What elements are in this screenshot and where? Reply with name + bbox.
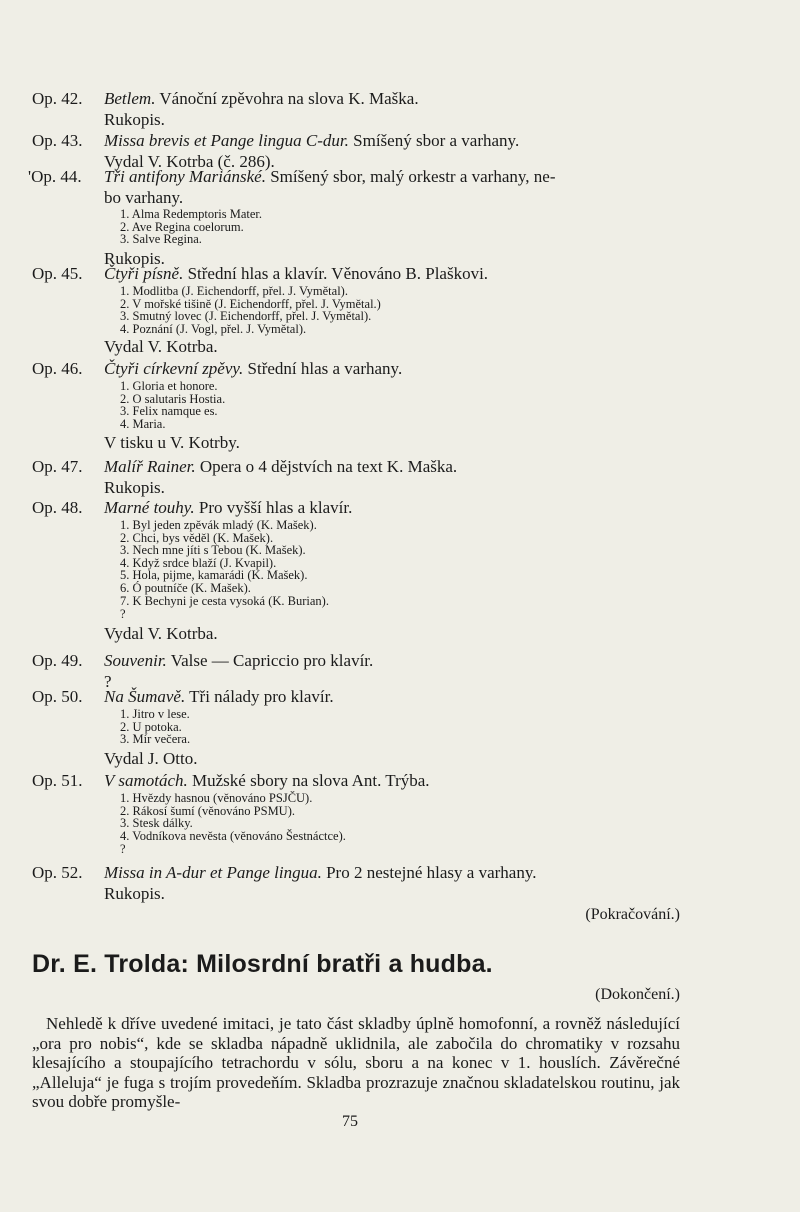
list-item: 4. Maria. — [120, 416, 166, 431]
opus-number: Op. 42. — [32, 89, 83, 108]
list-item: 4. Poznání (J. Vogl, přel. J. Vymětal). — [120, 321, 307, 336]
work-title: Marné touhy. — [104, 498, 195, 517]
work-status: Rukopis. — [104, 884, 165, 903]
opus-number: Op. 47. — [32, 457, 83, 476]
work-title: Malíř Rainer. — [104, 457, 196, 476]
list-item: 3. Stesk dálky. — [120, 816, 193, 831]
list-item: 3. Salve Regina. — [120, 232, 202, 247]
work-description: Tři nálady pro klavír. — [185, 687, 334, 706]
list-item: 2. O salutaris Hostia. — [120, 391, 226, 406]
article-paragraph: Nehledě k dříve uvedené imitaci, je tato část skladby úplně homofonní, a rovněž následující „ora pro nobis“, kde se skladba nápadně uklidnila, ale zabočila do chromatiky v rozsahu klesajícího a stoupajícího tetrachordu v sólu, sboru a na konec v 1. houslích. Závěrečné „Alleluja“ je fuga s trojím provedeňím. Skladba prozrazuje značnou skladatelskou routinu, jak svou dobře promyšle- — [32, 1014, 680, 1111]
work-description: Střední hlas a klavír. Věnováno B. Plaškovi. — [183, 264, 489, 283]
list-item: 1. Jitro v lese. — [120, 707, 190, 721]
work-description: Vánoční zpěvohra na slova K. Maška. — [155, 89, 419, 108]
opus-number: 'Op. 44. — [28, 167, 82, 186]
work-status: V tisku u V. Kotrby. — [104, 433, 240, 453]
entry-op47 — [32, 456, 732, 498]
opus-number: Op. 51. — [32, 771, 83, 790]
opus-number: Op. 45. — [32, 264, 83, 283]
list-item: 4. Vodníkova nevěsta (věnováno Šestnáctce). — [120, 828, 346, 843]
article-heading: Dr. E. Trolda: Milosrdní bratři a hudba. — [32, 950, 493, 978]
list-item: 5. Hola, pijme, kamarádi (K. Mašek). — [120, 568, 308, 583]
list-item: 1. Gloria et honore. — [120, 379, 218, 393]
list-item: 3. Mír večera. — [120, 732, 191, 747]
work-title: Čtyři církevní zpěvy. — [104, 359, 244, 378]
entry-op52 — [32, 862, 732, 904]
opus-number: Op. 50. — [32, 687, 83, 706]
unknown-status-mark: ? — [120, 842, 126, 857]
work-description-continued: bo varhany. — [104, 188, 184, 207]
work-description: Pro 2 nestejné hlasy a varhany. — [321, 863, 537, 882]
work-description: Smíšený sbor, malý orkestr a varhany, ne- — [265, 167, 556, 186]
entry-op46 — [32, 358, 732, 453]
unknown-status-mark: ? — [120, 607, 126, 622]
list-item: 1. Modlitba (J. Eichendorff, přel. J. Vymětal). — [120, 284, 348, 298]
unknown-status-mark: ? — [104, 672, 112, 691]
entry-op51 — [32, 770, 732, 856]
page-number: 75 — [342, 1113, 358, 1130]
work-description: Opera o 4 dějstvích na text K. Maška. — [195, 457, 458, 476]
conclusion-note: (Dokončení.) — [595, 986, 680, 1003]
work-status: Vydal V. Kotrba (č. 286). — [104, 152, 275, 171]
opus-number: Op. 46. — [32, 359, 83, 378]
work-description: Pro vyšší hlas a klavír. — [194, 498, 353, 517]
continuation-note: (Pokračování.) — [585, 906, 680, 923]
work-title: Čtyři písně. — [104, 264, 184, 283]
list-item: 2. Chci, bys věděl (K. Mašek). — [120, 530, 274, 545]
work-description: Střední hlas a varhany. — [243, 359, 403, 378]
list-item: 1. Byl jeden zpěvák mladý (K. Mašek). — [120, 518, 317, 532]
work-title: Na Šumavě. — [104, 687, 186, 706]
list-item: 1. Alma Redemptoris Mater. — [120, 207, 262, 221]
entry-op45 — [32, 263, 732, 357]
list-item: 2. V mořské tišině (J. Eichendorff, přel. J. Vymětal.) — [120, 296, 381, 311]
work-title: V samotách. — [104, 771, 188, 790]
list-item: 2. U potoka. — [120, 719, 182, 734]
work-status: Rukopis. — [104, 110, 165, 129]
list-item: 3. Nech mne jíti s Tebou (K. Mašek). — [120, 543, 306, 558]
work-title: Missa in A-dur et Pange lingua. — [104, 863, 322, 882]
work-status: Rukopis. — [104, 248, 165, 268]
opus-number: Op. 48. — [32, 498, 83, 517]
work-status: Vydal J. Otto. — [104, 748, 198, 768]
entry-op42 — [32, 88, 732, 130]
opus-number: Op. 43. — [32, 131, 83, 150]
work-status: Rukopis. — [104, 478, 165, 497]
work-title: Betlem. — [104, 89, 156, 108]
entry-op44 — [28, 166, 732, 269]
work-status: Vydal V. Kotrba. — [104, 337, 218, 357]
work-title: Missa brevis et Pange lingua C-dur. — [104, 131, 349, 150]
list-item: 7. K Bechyni je cesta vysoká (K. Burian). — [120, 593, 329, 608]
opus-number: Op. 49. — [32, 651, 83, 670]
opus-number: Op. 52. — [32, 863, 83, 882]
list-item: 4. Když srdce blaží (J. Kvapil). — [120, 555, 277, 570]
work-status: Vydal V. Kotrba. — [104, 624, 218, 644]
entry-op50 — [32, 686, 732, 769]
list-item: 6. Ó poutníče (K. Mašek). — [120, 580, 251, 595]
work-description: Mužské sbory na slova Ant. Trýba. — [187, 771, 430, 790]
list-item: 1. Hvězdy hasnou (věnováno PSJČU). — [120, 791, 313, 805]
list-item: 3. Felix namque es. — [120, 404, 218, 419]
work-description: Valse — Capriccio pro klavír. — [166, 651, 374, 670]
entry-op48 — [32, 497, 732, 644]
list-item: 3. Smutný lovec (J. Eichendorff, přel. J. Vymětal). — [120, 309, 372, 324]
work-title: Souvenir. — [104, 651, 167, 670]
list-item: 2. Rákosí šumí (věnováno PSMU). — [120, 803, 295, 818]
work-description: Smíšený sbor a varhany. — [348, 131, 520, 150]
list-item: 2. Ave Regina coelorum. — [120, 219, 244, 234]
work-title: Tři antifony Mariánské. — [104, 167, 266, 186]
